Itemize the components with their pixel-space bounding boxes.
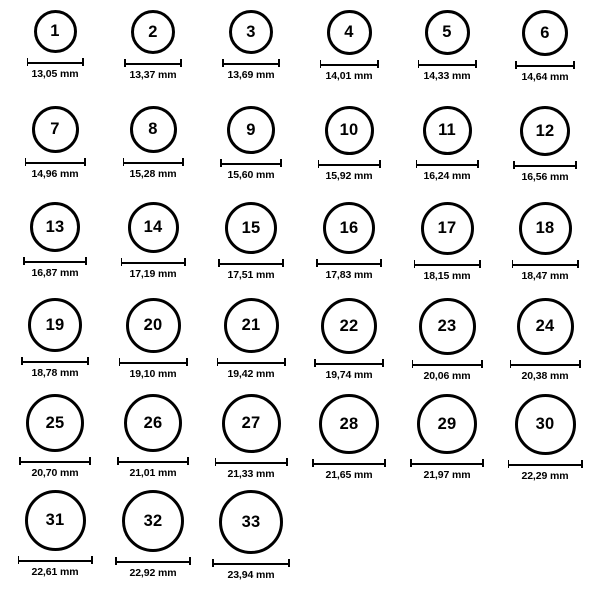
ring-size-cell — [104, 106, 202, 202]
ring-size-label: 24 — [535, 317, 555, 336]
ring-diameter-label: 22,61 mm — [31, 566, 79, 578]
caliper-bar — [316, 263, 382, 265]
ring-diameter-label: 22,29 mm — [521, 470, 569, 482]
caliper-tick-left — [318, 160, 320, 168]
measure-caliper-icon — [418, 60, 477, 68]
caliper-tick-right — [284, 358, 286, 366]
caliper-tick-right — [379, 160, 381, 168]
ring-size-cell — [300, 106, 398, 202]
ring-dimension — [318, 160, 381, 182]
ring-size-label: 7 — [50, 120, 60, 139]
caliper-tick-right — [182, 158, 184, 166]
ring-dimension — [117, 457, 189, 479]
caliper-tick-right — [84, 158, 86, 166]
caliper-bar — [121, 262, 186, 264]
ring-circle — [325, 106, 374, 155]
caliper-bar — [508, 464, 583, 466]
caliper-tick-left — [220, 159, 222, 167]
measure-caliper-icon — [19, 457, 91, 465]
caliper-tick-right — [82, 58, 84, 66]
ring-size-label: 16 — [339, 218, 359, 237]
ring-dimension — [121, 258, 186, 280]
measure-caliper-icon — [119, 358, 188, 366]
ring-circle — [28, 298, 82, 352]
ring-circle — [425, 10, 470, 55]
measure-caliper-icon — [515, 61, 575, 69]
measure-caliper-icon — [21, 357, 89, 365]
caliper-tick-right — [180, 59, 182, 67]
ring-diameter-label: 17,51 mm — [227, 269, 275, 281]
ring-dimension — [18, 556, 93, 578]
ring-dimension — [508, 460, 583, 482]
ring-circle — [421, 202, 474, 255]
ring-diameter-label: 16,24 mm — [423, 170, 471, 182]
ring-size-cell — [6, 10, 104, 106]
ring-diameter-label: 20,06 mm — [423, 370, 471, 382]
caliper-tick-left — [19, 457, 21, 465]
ring-dimension — [215, 458, 288, 480]
caliper-tick-right — [479, 260, 481, 268]
caliper-tick-left — [508, 460, 510, 468]
caliper-tick-left — [215, 458, 217, 466]
caliper-tick-left — [217, 358, 219, 366]
caliper-tick-left — [410, 459, 412, 467]
ring-dimension — [25, 158, 86, 180]
ring-size-label: 23 — [437, 317, 457, 336]
ring-circle — [30, 202, 80, 252]
ring-size-label: 12 — [535, 121, 555, 140]
caliper-bar — [23, 261, 87, 263]
ring-size-label: 32 — [143, 511, 163, 530]
ring-dimension — [123, 158, 184, 180]
ring-size-label: 6 — [540, 23, 550, 42]
ring-circle — [517, 298, 574, 355]
ring-dimension — [218, 259, 284, 281]
caliper-tick-right — [189, 557, 191, 565]
ring-size-cell — [398, 106, 496, 202]
ring-diameter-label: 21,65 mm — [325, 469, 373, 481]
caliper-tick-left — [218, 259, 220, 267]
caliper-tick-right — [85, 257, 87, 265]
ring-size-cell — [6, 298, 104, 394]
caliper-tick-right — [184, 258, 186, 266]
ring-diameter-label: 13,05 mm — [31, 68, 79, 80]
caliper-tick-right — [280, 159, 282, 167]
ring-dimension — [23, 257, 87, 279]
ring-diameter-label: 21,01 mm — [129, 467, 177, 479]
ring-size-label: 28 — [339, 414, 359, 433]
ring-dimension — [27, 58, 84, 80]
caliper-bar — [410, 463, 484, 465]
ring-size-cell — [398, 298, 496, 394]
ring-diameter-label: 20,38 mm — [521, 370, 569, 382]
ring-size-cell — [202, 394, 300, 490]
caliper-tick-right — [87, 357, 89, 365]
ring-diameter-label: 18,15 mm — [423, 270, 471, 282]
ring-circle — [219, 490, 283, 554]
ring-size-cell — [104, 202, 202, 298]
ring-diameter-label: 20,70 mm — [31, 467, 79, 479]
caliper-tick-left — [117, 457, 119, 465]
ring-dimension — [418, 60, 477, 82]
caliper-tick-left — [222, 59, 224, 67]
ring-size-label: 8 — [148, 120, 158, 139]
ring-size-label: 4 — [344, 23, 354, 42]
caliper-bar — [412, 364, 483, 366]
caliper-tick-left — [123, 158, 125, 166]
ring-diameter-label: 14,96 mm — [31, 168, 79, 180]
ring-circle — [327, 10, 372, 55]
measure-caliper-icon — [217, 358, 286, 366]
measure-caliper-icon — [508, 460, 583, 468]
ring-circle — [32, 106, 79, 153]
ring-size-label: 27 — [241, 414, 261, 433]
caliper-bar — [414, 264, 481, 266]
ring-size-cell — [6, 202, 104, 298]
caliper-bar — [217, 362, 286, 364]
caliper-tick-right — [282, 259, 284, 267]
ring-size-label: 14 — [143, 218, 163, 237]
ring-size-cell — [398, 394, 496, 490]
ring-circle — [126, 298, 181, 353]
caliper-tick-right — [573, 61, 575, 69]
ring-diameter-label: 19,10 mm — [129, 368, 177, 380]
measure-caliper-icon — [218, 259, 284, 267]
caliper-tick-left — [124, 59, 126, 67]
caliper-tick-left — [320, 60, 322, 68]
caliper-tick-left — [515, 61, 517, 69]
ring-diameter-label: 15,28 mm — [129, 168, 177, 180]
ring-dimension — [115, 557, 191, 579]
ring-circle — [423, 106, 472, 155]
caliper-bar — [21, 361, 89, 363]
ring-dimension — [220, 159, 282, 181]
ring-size-cell — [300, 202, 398, 298]
ring-size-label: 15 — [241, 218, 261, 237]
caliper-tick-right — [286, 458, 288, 466]
measure-caliper-icon — [212, 559, 290, 567]
measure-caliper-icon — [220, 159, 282, 167]
measure-caliper-icon — [412, 360, 483, 368]
caliper-bar — [318, 164, 381, 166]
ring-circle — [26, 394, 84, 452]
ring-dimension — [124, 59, 182, 81]
caliper-tick-left — [312, 459, 314, 467]
caliper-tick-left — [119, 358, 121, 366]
caliper-tick-right — [575, 161, 577, 169]
ring-dimension — [414, 260, 481, 282]
ring-size-cell — [300, 10, 398, 106]
caliper-bar — [27, 62, 84, 64]
ring-size-cell — [104, 10, 202, 106]
caliper-bar — [123, 162, 184, 164]
ring-diameter-label: 17,83 mm — [325, 269, 373, 281]
caliper-tick-right — [89, 457, 91, 465]
caliper-tick-left — [513, 161, 515, 169]
ring-size-cell — [496, 298, 594, 394]
caliper-bar — [119, 362, 188, 364]
ring-diameter-label: 16,87 mm — [31, 267, 79, 279]
caliper-tick-left — [27, 58, 29, 66]
caliper-tick-left — [418, 60, 420, 68]
caliper-tick-right — [377, 60, 379, 68]
ring-dimension — [410, 459, 484, 481]
measure-caliper-icon — [512, 260, 579, 268]
caliper-tick-right — [579, 360, 581, 368]
ring-size-cell — [398, 10, 496, 106]
caliper-tick-left — [414, 260, 416, 268]
ring-circle — [522, 10, 568, 56]
ring-size-cell — [104, 298, 202, 394]
caliper-tick-right — [581, 460, 583, 468]
caliper-tick-left — [25, 158, 27, 166]
ring-size-cell — [496, 394, 594, 490]
measure-caliper-icon — [222, 59, 280, 67]
ring-circle — [222, 394, 281, 453]
ring-size-label: 17 — [437, 219, 457, 238]
caliper-bar — [117, 461, 189, 463]
measure-caliper-icon — [316, 259, 382, 267]
ring-size-cell — [6, 490, 104, 586]
ring-circle — [25, 490, 86, 551]
ring-circle — [515, 394, 576, 455]
measure-caliper-icon — [25, 158, 86, 166]
ring-size-cell — [6, 106, 104, 202]
ring-size-label: 20 — [143, 316, 163, 335]
ring-circle — [124, 394, 182, 452]
ring-diameter-label: 18,78 mm — [31, 367, 79, 379]
ring-size-label: 9 — [246, 120, 256, 139]
ring-size-cell — [202, 298, 300, 394]
caliper-bar — [513, 165, 577, 167]
caliper-tick-left — [316, 259, 318, 267]
ring-circle — [34, 10, 77, 53]
ring-dimension — [412, 360, 483, 382]
caliper-tick-left — [21, 357, 23, 365]
measure-caliper-icon — [312, 459, 386, 467]
caliper-bar — [215, 462, 288, 464]
ring-dimension — [222, 59, 280, 81]
ring-diameter-label: 17,19 mm — [129, 268, 177, 280]
measure-caliper-icon — [513, 161, 577, 169]
measure-caliper-icon — [320, 60, 379, 68]
ring-size-cell — [496, 202, 594, 298]
ring-dimension — [19, 457, 91, 479]
measure-caliper-icon — [124, 59, 182, 67]
caliper-tick-right — [577, 260, 579, 268]
ring-diameter-label: 23,94 mm — [227, 569, 275, 581]
ring-circle — [417, 394, 477, 454]
ring-size-cell — [300, 394, 398, 490]
measure-caliper-icon — [414, 260, 481, 268]
measure-caliper-icon — [121, 258, 186, 266]
ring-dimension — [217, 358, 286, 380]
measure-caliper-icon — [18, 556, 93, 564]
ring-size-cell — [202, 106, 300, 202]
caliper-tick-left — [510, 360, 512, 368]
ring-diameter-label: 16,56 mm — [521, 171, 569, 183]
caliper-tick-right — [278, 59, 280, 67]
ring-diameter-label: 14,64 mm — [521, 71, 569, 83]
ring-circle — [229, 10, 273, 54]
ring-size-label: 13 — [45, 217, 65, 236]
ring-diameter-label: 13,37 mm — [129, 69, 177, 81]
ring-diameter-label: 21,33 mm — [227, 468, 275, 480]
caliper-bar — [218, 263, 284, 265]
ring-size-cell — [202, 490, 300, 586]
ring-size-cell — [104, 490, 202, 586]
ring-circle — [520, 106, 570, 156]
caliper-bar — [222, 63, 280, 65]
ring-size-cell — [398, 202, 496, 298]
caliper-tick-right — [91, 556, 93, 564]
caliper-bar — [25, 162, 86, 164]
ring-dimension — [312, 459, 386, 481]
ring-dimension — [314, 359, 384, 381]
ring-size-label: 30 — [535, 415, 555, 434]
caliper-tick-left — [121, 258, 123, 266]
measure-caliper-icon — [314, 359, 384, 367]
ring-diameter-label: 14,33 mm — [423, 70, 471, 82]
ring-circle — [319, 394, 379, 454]
caliper-tick-right — [475, 60, 477, 68]
caliper-bar — [312, 463, 386, 465]
caliper-bar — [115, 561, 191, 563]
ring-size-label: 25 — [45, 413, 65, 432]
measure-caliper-icon — [510, 360, 581, 368]
caliper-bar — [418, 64, 477, 66]
caliper-tick-left — [212, 559, 214, 567]
caliper-tick-right — [288, 559, 290, 567]
caliper-bar — [512, 264, 579, 266]
ring-diameter-label: 18,47 mm — [521, 270, 569, 282]
ring-circle — [122, 490, 184, 552]
caliper-tick-left — [115, 557, 117, 565]
ring-size-cell — [300, 298, 398, 394]
caliper-tick-right — [382, 359, 384, 367]
ring-size-label: 26 — [143, 413, 163, 432]
measure-caliper-icon — [318, 160, 381, 168]
measure-caliper-icon — [215, 458, 288, 466]
ring-diameter-label: 19,74 mm — [325, 369, 373, 381]
caliper-tick-left — [416, 160, 418, 168]
measure-caliper-icon — [410, 459, 484, 467]
ring-diameter-label: 15,60 mm — [227, 169, 275, 181]
ring-size-label: 2 — [148, 22, 158, 41]
ring-diameter-label: 13,69 mm — [227, 69, 275, 81]
ring-diameter-label: 19,42 mm — [227, 368, 275, 380]
ring-size-cell — [202, 10, 300, 106]
caliper-tick-right — [481, 360, 483, 368]
caliper-bar — [19, 461, 91, 463]
ring-circle — [225, 202, 277, 254]
ring-size-label: 19 — [45, 315, 65, 334]
measure-caliper-icon — [115, 557, 191, 565]
ring-diameter-label: 15,92 mm — [325, 170, 373, 182]
caliper-tick-left — [512, 260, 514, 268]
caliper-bar — [320, 64, 379, 66]
caliper-tick-left — [412, 360, 414, 368]
ring-size-label: 1 — [50, 22, 60, 41]
caliper-bar — [220, 163, 282, 165]
caliper-bar — [515, 65, 575, 67]
ring-size-label: 33 — [241, 512, 261, 531]
ring-size-cell — [6, 394, 104, 490]
caliper-bar — [124, 63, 182, 65]
ring-size-label: 11 — [438, 121, 456, 140]
measure-caliper-icon — [123, 158, 184, 166]
ring-size-label: 22 — [339, 316, 359, 335]
caliper-tick-right — [384, 459, 386, 467]
caliper-bar — [18, 560, 93, 562]
ring-dimension — [21, 357, 89, 379]
ring-dimension — [212, 559, 290, 581]
ring-dimension — [512, 260, 579, 282]
measure-caliper-icon — [416, 160, 479, 168]
ring-circle — [130, 106, 177, 153]
ring-circle — [323, 202, 375, 254]
ring-size-cell — [496, 106, 594, 202]
ring-size-cell — [496, 10, 594, 106]
caliper-tick-right — [477, 160, 479, 168]
ring-diameter-label: 22,92 mm — [129, 567, 177, 579]
ring-size-label: 18 — [535, 219, 555, 238]
ring-circle — [519, 202, 572, 255]
ring-circle — [227, 106, 275, 154]
ring-circle — [419, 298, 476, 355]
measure-caliper-icon — [27, 58, 84, 66]
caliper-bar — [314, 363, 384, 365]
ring-size-cell — [202, 202, 300, 298]
ring-dimension — [316, 259, 382, 281]
ring-diameter-label: 21,97 mm — [423, 469, 471, 481]
ring-dimension — [513, 161, 577, 183]
caliper-bar — [416, 164, 479, 166]
caliper-tick-left — [23, 257, 25, 265]
ring-size-label: 31 — [45, 511, 65, 530]
caliper-tick-right — [187, 457, 189, 465]
caliper-tick-left — [18, 556, 20, 564]
ring-size-grid — [6, 10, 594, 586]
ring-dimension — [119, 358, 188, 380]
ring-diameter-label: 14,01 mm — [325, 70, 373, 82]
ring-dimension — [320, 60, 379, 82]
ring-dimension — [510, 360, 581, 382]
ring-circle — [131, 10, 175, 54]
ring-circle — [224, 298, 279, 353]
caliper-bar — [510, 364, 581, 366]
caliper-tick-right — [380, 259, 382, 267]
ring-dimension — [416, 160, 479, 182]
ring-size-label: 5 — [442, 23, 452, 42]
ring-circle — [321, 298, 377, 354]
ring-size-label: 3 — [246, 22, 256, 41]
caliper-tick-right — [482, 459, 484, 467]
caliper-tick-right — [186, 358, 188, 366]
ring-circle — [128, 202, 179, 253]
ring-dimension — [515, 61, 575, 83]
measure-caliper-icon — [117, 457, 189, 465]
caliper-bar — [212, 563, 290, 565]
caliper-tick-left — [314, 359, 316, 367]
ring-size-label: 29 — [437, 414, 457, 433]
ring-size-label: 21 — [241, 316, 261, 335]
ring-size-label: 10 — [339, 121, 359, 140]
ring-size-cell — [104, 394, 202, 490]
measure-caliper-icon — [23, 257, 87, 265]
